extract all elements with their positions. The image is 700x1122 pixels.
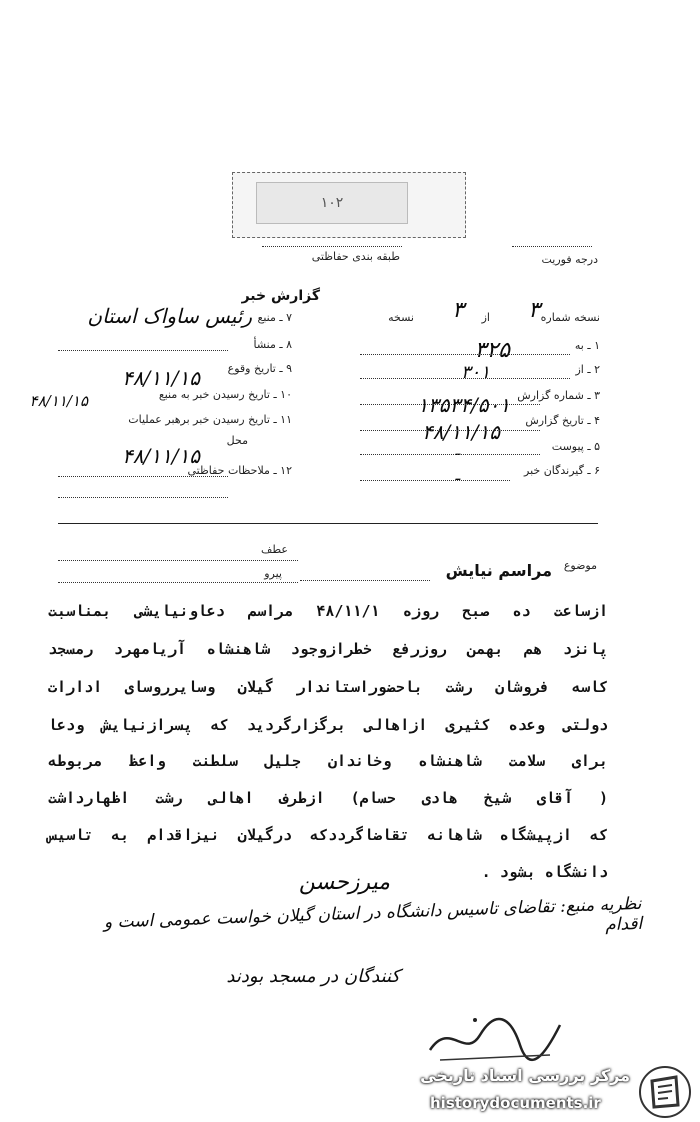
priority-line bbox=[512, 246, 592, 248]
watermark-url: historydocuments.ir bbox=[430, 1094, 601, 1112]
copy-number-label: نسخه شماره bbox=[540, 311, 600, 324]
copy-suffix-label: نسخه bbox=[388, 311, 414, 324]
reference-peyro-label: پیرو bbox=[264, 567, 282, 580]
handwritten-note-line-1: نظریه منبع: تقاضای تاسیس دانشگاه در استان گیلان خواست عمومی است و اقدام bbox=[103, 893, 643, 936]
handwritten-signature-2 bbox=[420, 1000, 570, 1070]
classification-line bbox=[262, 246, 402, 248]
reference-atf-line bbox=[58, 560, 298, 561]
ops-received-date-label: ۱۱ ـ تاریخ رسیدن خبر برهبر عملیات bbox=[128, 413, 292, 426]
report-number-line bbox=[360, 404, 540, 405]
occurrence-date-label: ۹ ـ تاریخ وقوع bbox=[227, 362, 292, 375]
body-line-2: پانزد هم بهمن روزرفع خطرازوجود شاهنشاه آریامهرد رمسجد bbox=[48, 640, 608, 658]
report-number-label: ۳ ـ شماره گزارش bbox=[517, 389, 600, 402]
report-title: گزارش خبر bbox=[241, 288, 320, 304]
subject-label: موضوع bbox=[563, 559, 597, 572]
location-value: ۴۸/۱۱/۱۵ bbox=[122, 444, 200, 468]
subject-value: مراسم نیایش bbox=[445, 561, 552, 580]
source-value: رئیس ساواک استان bbox=[87, 304, 252, 328]
item-from-label: ۲ ـ از bbox=[575, 363, 600, 376]
location-label: محل bbox=[226, 434, 248, 447]
report-date-value: ۴۸/۱۱/۱۵ bbox=[422, 420, 500, 444]
occurrence-date-value: ۴۸/۱۱/۱۵ bbox=[122, 366, 200, 390]
security-notes-label: ۱۲ ـ ملاحظات حفاظتی bbox=[187, 464, 292, 477]
copy-of-value: ۳ bbox=[452, 298, 464, 323]
item-from-value: ۳۰۱ bbox=[460, 362, 490, 383]
archive-stamp: ۱۰۲ bbox=[256, 182, 408, 224]
item-to-line bbox=[360, 354, 570, 355]
body-line-8: دانشگاه بشود . bbox=[481, 863, 608, 881]
item-from-line bbox=[360, 378, 570, 379]
attachment-line bbox=[360, 454, 540, 455]
section-divider bbox=[58, 523, 598, 524]
body-line-3: کاسه فروشان رشت باحضوراستاندار گیلان وسایرروسای ادارات bbox=[48, 678, 608, 696]
copy-of-label: از bbox=[481, 311, 490, 324]
classification-label: طبقه بندی حفاظتی bbox=[311, 250, 400, 263]
source-label: ۷ ـ منبع bbox=[257, 311, 292, 324]
item-to-value: ۳۲۵ bbox=[474, 338, 510, 363]
attachment-value: ـ bbox=[455, 440, 460, 459]
handwritten-signature-1: میرزحسن bbox=[298, 870, 390, 895]
origin-label: ۸ ـ منشأ bbox=[253, 338, 292, 351]
recipients-value: ـ bbox=[455, 465, 460, 484]
reference-atf-label: عطف bbox=[261, 543, 288, 556]
recipients-label: ۶ ـ گیرندگان خبر bbox=[524, 464, 600, 477]
body-line-4: دولتی وعده کثیری ازاهالی برگزارگردید که پسرازنیایش ودعا bbox=[48, 716, 608, 734]
priority-label: درجه فوریت bbox=[541, 253, 598, 266]
body-line-6: ( آقای شیخ هادی حسام) ازطرف اهالی رشت اظهارداشت bbox=[48, 789, 608, 807]
copy-number-value: ۳ bbox=[528, 298, 540, 323]
item-to-label: ۱ ـ به bbox=[574, 339, 600, 352]
subject-line bbox=[300, 580, 430, 581]
archive-logo-icon bbox=[638, 1065, 692, 1119]
report-number-value: ۱۳۵۳۴/۵۰۱ bbox=[417, 393, 510, 417]
handwritten-note-line-2: کنندگان در مسجد بودند bbox=[226, 966, 400, 987]
attachment-label: ۵ ـ پیوست bbox=[551, 440, 600, 453]
reference-peyro-line bbox=[58, 582, 298, 583]
security-notes-line bbox=[58, 476, 228, 477]
security-notes-line-2 bbox=[58, 497, 228, 498]
report-date-line bbox=[360, 430, 540, 431]
source-received-date-value: ۴۸/۱۱/۱۵ bbox=[29, 392, 88, 410]
report-date-label: ۴ ـ تاریخ گزارش bbox=[525, 414, 600, 427]
source-received-date-label: ۱۰ ـ تاریخ رسیدن خبر به منبع bbox=[158, 388, 292, 401]
body-line-1: ازساعت ده صبح روزه ۴۸/۱۱/۱ مراسم دعاونیایشی بمناسبت bbox=[48, 602, 608, 620]
recipients-line bbox=[360, 480, 510, 481]
body-line-5: برای سلامت شاهنشاه وخاندان جلیل سلطنت واعظ مربوطه bbox=[48, 752, 608, 770]
body-line-7: که ازپیشگاه شاهانه تقاضاگرددکه درگیلان نیزاقدام به تاسیس bbox=[48, 826, 608, 844]
origin-line bbox=[58, 350, 228, 351]
watermark-name: مرکز بررسی اسناد تاریخی bbox=[420, 1066, 630, 1085]
